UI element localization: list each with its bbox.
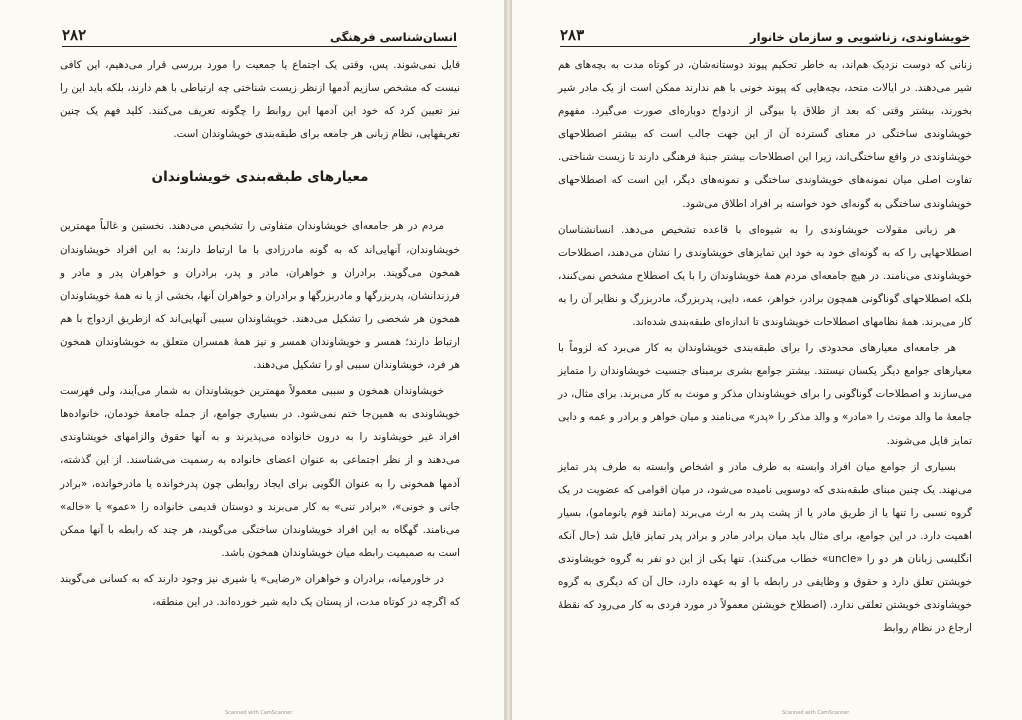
left-running-head: انسان‌شناسی فرهنگی: [329, 30, 457, 44]
right-paragraph-1: زنانی که دوست نزدیک هم‌اند، به خاطر تحکیم پیوند دوستانه‌شان، در کوتاه مدت به بچه‌های هم شیر می‌دهند. در ایالات متحد، بچه‌هایی که پیوند خونی با هم ندارند ممکن است از یک مادر شیر بخورند، بیشتر وقتی که بعد از طلاق یا بیوگی از ازدواج دوباره‌ای صورت می‌گیرد. مفهوم خویشاوندی ساختگی در معنای گسترده آن از این جهت جالب است که بیشتر اصطلاحهای خویشاوندی در واقع ساختگی‌اند، زیرا این اصطلاحات بیشتر جنبهٔ فرهنگی دارند تا زیست شناختی. تفاوت اصلی میان نمونه‌های خویشاوندی ساختگی و نمونه‌های دیگر، این است که اصطلاحهای خویشاوندی ساختگی به گونه‌ای خود خواسته بر افراد اطلاق می‌شود.: [558, 59, 972, 210]
book-gutter: [505, 0, 512, 720]
section-title: معیارهای طبقه‌بندی خویشاوندان: [151, 169, 369, 186]
left-header-rule: [62, 46, 457, 47]
left-paragraph-top: قایل نمی‌شوند. پس، وقتی یک اجتماع یا جمعیت را مورد بررسی قرار می‌دهیم، این کافی نیست که مشخص سازیم آدمها ازنظر زیست شناختی چه ارتباطی با هم دارند، بلکه باید این را نیز تعیین کرد که خود این آدمها این روابط را چگونه تعریف می‌کنند. کلید فهم یک چنین تعریفهایی، نظام زبانی هر جامعه برای طبقه‌بندی خویشاوندان است.: [60, 59, 460, 141]
left-paragraph-1: مردم در هر جامعه‌ای خویشاوندان متفاوتی را تشخیص می‌دهند. نخستین و غالباً مهمترین خویشاوندان، آنهایی‌اند که به گونه مادرزادی با ما ارتباط دارند؛ به این افراد خویشاوندان همخون می‌گویند. برادران و خواهران، مادر و پدر، برادران و خواهران پدر و مادر و فرزندانشان، پدربزرگها و مادربزرگها و برادران و خواهران آنها، بخشی از یا نه همهٔ خویشاوندان همخون هر شخصی را تشکیل می‌دهند. خویشاوندان سببی آنهایی‌اند که ازطریق ازدواج با هم ارتباط دارند؛ همسر و خویشاوندان همسر و نیز همهٔ همسران متعلق به خویشاوندان همخون هر فرد، خویشاوندان سببی او را تشکیل می‌دهند.: [60, 220, 460, 372]
right-paragraph-4: بسیاری از جوامع میان افراد وابسته به طرف مادر و اشخاص وابسته به طرف پدر تمایز می‌نهند. یک چنین مبنای طبقه‌بندی که دوسویی نامیده می‌شود، در میان اقوامی که عضویت در یک گروه نسبی را تنها یا از طریق مادر یا از پشت پدر به ارث می‌برند (مانند قوم یانومامو)، بسیار اهمیت دارد. در این جوامع، برای مثال باید میان برادر مادر و برادر پدر تمایز قایل شد (حال آنکه انگلیسی زبانان هر دو را «uncle» خطاب می‌کنند). تنها یکی از این دو نفر به گروه خویشاوندی خویشتن تعلق دارد و حقوق و وظایفی در رابطه با او به عهده دارد، حال آن که دیگری به گروه خویشاوندی خویشتن تعلقی ندارد. (اصطلاح خویشتن معمولاً در مورد فردی به کار می‌رود که نقطهٔ ارجاع در نظام روابط: [558, 460, 972, 635]
right-watermark: Scanned with CamScanner: [782, 710, 850, 716]
right-page-body: [558, 54, 972, 643]
left-page-number: ۲۸۲: [62, 26, 87, 44]
left-page-header: [62, 18, 457, 44]
left-watermark: Scanned with CamScanner: [225, 710, 293, 716]
right-header-rule: [560, 46, 970, 47]
right-page: [512, 0, 1022, 720]
right-paragraph-2: هر زبانی مقولات خویشاوندی را به شیوه‌ای با قاعده تشخیص می‌دهد. انسانشناسان اصطلاحهایی را که به گونه‌ای خود به خود این تمایزهای خویشاوندی را نشان می‌دهند، اصطلاحات خویشاوندی می‌نامند. در هیچ جامعه‌ای مردم همهٔ خویشاوندان را با یک اصطلاح مشخص نمی‌کنند، بلکه اصطلاحهای گوناگونی همچون برادر، خواهر، عمه، دایی، پدربزرگ، مادربزرگ و نظایر آن را به کار می‌برند. همهٔ نظامهای اصطلاحات خویشاوندی تا اندازه‌ای طبقه‌بندی شده‌اند.: [558, 223, 972, 329]
left-page-body: [60, 54, 460, 617]
right-paragraph-3: هر جامعه‌ای معیارهای محدودی را برای طبقه‌بندی خویشاوندان به کار می‌برد که لزوماً با معیارهای جوامع دیگر یکسان نیستند. بیشتر جوامع بشری برمبنای جنسیت خویشاوندان را متمایز می‌سازند و اصطلاحات گوناگونی را برای خویشاوندان مذکر و مونث به کار می‌برند. برای مثال، در جامعهٔ ما والد مونث را «مادر» و والد مذکر را «پدر» می‌نامند و میان خواهر و برادر و عمه و دایی تمایز قایل می‌شوند.: [558, 342, 972, 447]
right-page-header: [560, 18, 970, 44]
left-paragraph-2: خویشاوندان همخون و سببی معمولاً مهمترین خویشاوندان به شمار می‌آیند، ولی فهرست خویشاوندی به همین‌جا ختم نمی‌شود. در بسیاری جوامع، از جمله جامعهٔ خودمان، خانواده‌ها افراد غیر خویشاوند را به درون خانواده می‌پذیرند و به آنها حقوق والزامهای خویشاوندی می‌دهند و از نظر اجتماعی به عنوان اعضای خانواده به رسمیت می‌شناسند. از این گذشته، آدمها همخونی را به عنوان الگویی برای ایجاد روابطی چون پدرخوانده یا مادرخوانده، «برادر جانی و خونی»، «برادر تنی» به کار می‌برند و دوستان قدیمی خانواده را «عمو» یا «خاله» می‌نامند. گهگاه به این افراد خویشاوندان ساختگی می‌گویند، هر چند که رابطه با آنها ممکن است به صمیمیت رابطه میان خویشاوندان همخون باشد.: [60, 385, 460, 559]
left-paragraph-3: در خاورمیانه، برادران و خواهران «رضایی» یا شیری نیز وجود دارند که به کسانی می‌گویند که اگرچه در کوتاه مدت، از پستان یک دایه شیر خورده‌اند. در این منطقه،: [60, 572, 460, 608]
right-page-number: ۲۸۳: [560, 26, 585, 44]
left-page: [0, 0, 505, 720]
right-running-head: خویشاوندی، زناشویی و سازمان خانوار: [750, 30, 970, 44]
